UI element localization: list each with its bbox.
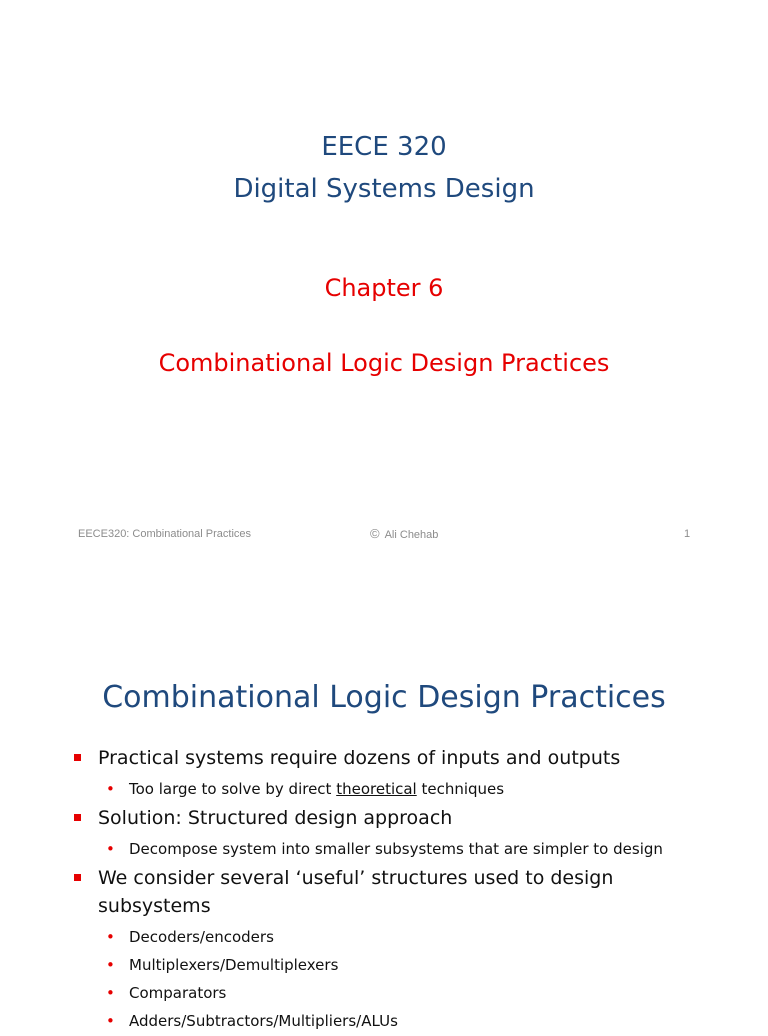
sub-list-item: [72, 776, 712, 802]
dot-bullet-icon: •: [106, 928, 115, 946]
chapter-title: Combinational Logic Design Practices: [158, 349, 610, 377]
bullet-text: Solution: Structured design approach: [98, 807, 453, 829]
dot-bullet-icon: •: [106, 840, 115, 858]
copyright-icon: ©: [370, 526, 380, 541]
dot-bullet-icon: •: [106, 984, 115, 1002]
list-item: [72, 804, 712, 832]
sub-list-item: [72, 980, 712, 1006]
bullet-list: [72, 744, 712, 1036]
content-slide: [0, 636, 768, 1030]
author-name: Ali Chehab: [384, 529, 439, 541]
sub-bullet-text-before: Too large to solve by direct: [129, 780, 337, 798]
sub-bullet-text: Decoders/encoders: [129, 928, 274, 946]
slide-title: Combinational Logic Design Practices: [102, 680, 666, 715]
bullet-text: We consider several ‘useful’ structures used to design subsystems: [98, 867, 614, 917]
course-name: Digital Systems Design: [233, 174, 535, 204]
dot-bullet-icon: •: [106, 780, 115, 798]
chapter-number: Chapter 6: [324, 274, 444, 302]
square-bullet-icon: [74, 754, 81, 761]
underlined-term: theoretical: [336, 780, 417, 798]
sub-list-item: [72, 924, 712, 950]
square-bullet-icon: [74, 814, 81, 821]
dot-bullet-icon: •: [106, 1012, 115, 1030]
page-number: 1: [684, 528, 691, 540]
sub-bullet-text: Multiplexers/Demultiplexers: [129, 956, 339, 974]
sub-list-item: [72, 1008, 712, 1034]
sub-list-item: [72, 836, 712, 862]
sub-bullet-text: Adders/Subtractors/Multipliers/ALUs: [129, 1012, 398, 1030]
footer-author: [370, 526, 438, 543]
dot-bullet-icon: •: [106, 956, 115, 974]
list-item: [72, 864, 712, 920]
square-bullet-icon: [74, 874, 81, 881]
bullet-text: Practical systems require dozens of inputs and outputs: [98, 747, 621, 769]
sub-bullet-text-after: techniques: [416, 780, 505, 798]
footer-course-label: EECE320: Combinational Practices: [78, 528, 252, 540]
course-code: EECE 320: [321, 132, 447, 162]
list-item: [72, 744, 712, 772]
sub-list-item: [72, 952, 712, 978]
sub-bullet-text: Decompose system into smaller subsystems that are simpler to design: [129, 840, 663, 858]
sub-bullet-text: Comparators: [129, 984, 227, 1002]
